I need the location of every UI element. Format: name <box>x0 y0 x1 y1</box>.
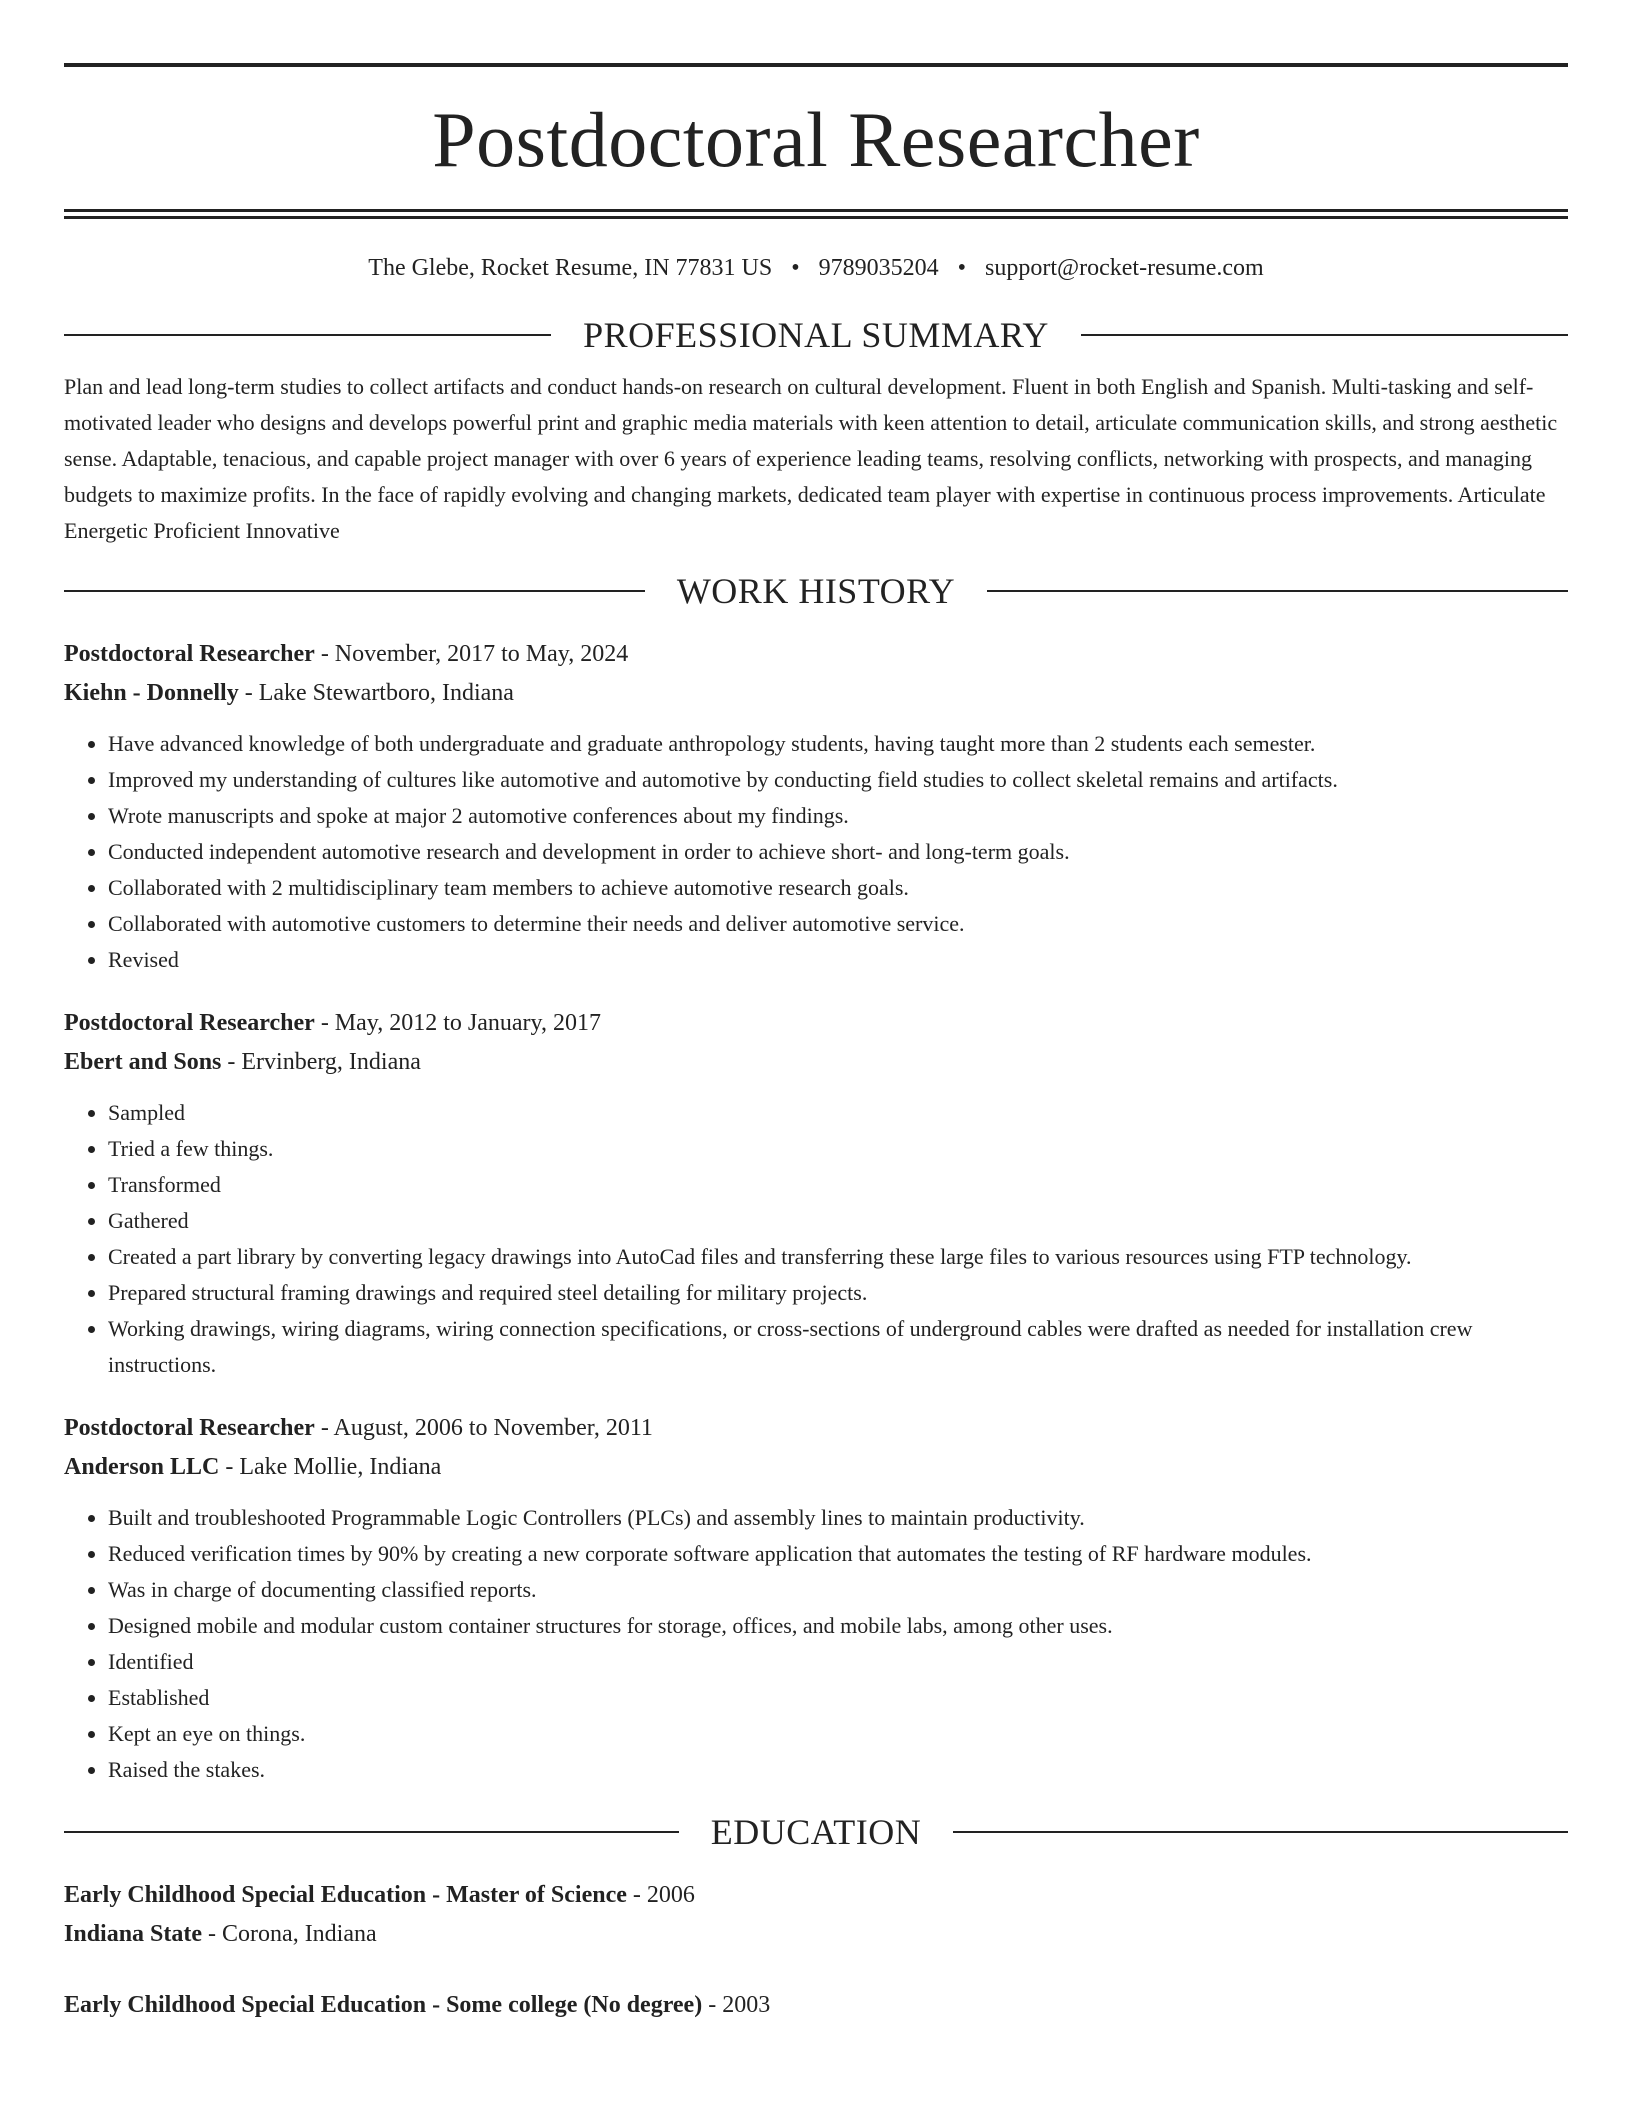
list-item: • Built and troubleshooted Programmable Logic Controllers (PLCs) and assembly lines to maintain productivity. <box>108 1500 1568 1536</box>
education-entry-1 <box>64 1876 1568 1954</box>
section-rule-right <box>987 590 1568 592</box>
section-rule-right <box>1081 334 1568 336</box>
job-entry-3 <box>64 1409 1568 1788</box>
work-section-header <box>64 569 1568 613</box>
section-rule-left <box>64 334 551 336</box>
list-item: • Raised the stakes. <box>108 1752 1568 1788</box>
list-item: • Sampled <box>108 1095 1568 1131</box>
section-rule-left <box>64 590 645 592</box>
list-item: • Designed mobile and modular custom container structures for storage, offices, and mobile labs, among other uses. <box>108 1608 1568 1644</box>
list-item: • Prepared structural framing drawings and required steel detailing for military projects. <box>108 1275 1568 1311</box>
education-degree: Early Childhood Special Education - Some college (No degree) <box>64 1992 703 2018</box>
name-double-rule <box>64 209 1568 219</box>
job-title: Postdoctoral Researcher <box>64 641 315 667</box>
list-item: • Revised <box>108 942 1568 978</box>
education-degree-line <box>64 1986 1568 2025</box>
education-school-line <box>64 1915 1568 1954</box>
summary-text: Plan and lead long-term studies to collect artifacts and conduct hands-on research on cultural development. Fluent in both English and Spanish. Multi-tasking and self-motivated leader who designs and develops powerful print and graphic media materials with keen attention to detail, articulate communication skills, and strong aesthetic sense. Adaptable, tenacious, and capable project manager with over 6 years of experience leading teams, resolving conflicts, networking with prospects, and managing budgets to maximize profits. In the face of rapidly evolving and changing markets, dedicated team player with expertise in continuous process improvements. Articulate Energetic Proficient Innovative <box>64 374 1558 543</box>
job-entry-1 <box>64 635 1568 978</box>
section-rule-left <box>64 1831 679 1833</box>
contact-separator: • <box>957 255 967 281</box>
job-bullet-list <box>64 726 1568 978</box>
job-dates: - August, 2006 to November, 2011 <box>314 1415 653 1441</box>
education-degree-line <box>64 1876 1568 1915</box>
list-item: • Working drawings, wiring diagrams, wiring connection specifications, or cross-sections of underground cables were drafted as needed for installation crew instructions. <box>108 1311 1568 1383</box>
summary-heading: PROFESSIONAL SUMMARY <box>583 315 1049 355</box>
job-title-line <box>64 635 1568 674</box>
education-section-header <box>64 1810 1568 1854</box>
job-bullet-list <box>64 1095 1568 1383</box>
education-entry-2 <box>64 1986 1568 2025</box>
job-title-line <box>64 1409 1568 1448</box>
contact-address: The Glebe, Rocket Resume, IN 77831 US <box>368 255 773 281</box>
education-degree: Early Childhood Special Education - Master of Science <box>64 1882 627 1908</box>
list-item: • Reduced verification times by 90% by creating a new corporate software application that automates the testing of RF hardware modules. <box>108 1536 1568 1572</box>
job-dates: - May, 2012 to January, 2017 <box>314 1010 601 1036</box>
list-item: • Established <box>108 1680 1568 1716</box>
list-item: • Tried a few things. <box>108 1131 1568 1167</box>
section-rule-right <box>953 1831 1568 1833</box>
job-entry-2 <box>64 1004 1568 1383</box>
list-item: • Conducted independent automotive research and development in order to achieve short- and long-term goals. <box>108 834 1568 870</box>
list-item: • Collaborated with 2 multidisciplinary team members to achieve automotive research goals. <box>108 870 1568 906</box>
job-bullet-list <box>64 1500 1568 1788</box>
list-item: • Gathered <box>108 1203 1568 1239</box>
list-item: • Collaborated with automotive customers to determine their needs and deliver automotive service. <box>108 906 1568 942</box>
contact-phone: 9789035204 <box>818 255 939 281</box>
list-item: • Wrote manuscripts and spoke at major 2 automotive conferences about my findings. <box>108 798 1568 834</box>
education-school: Indiana State <box>64 1921 203 1947</box>
job-location: - Ervinberg, Indiana <box>221 1049 421 1075</box>
job-company: Kiehn - Donnelly <box>64 680 239 706</box>
job-location: - Lake Stewartboro, Indiana <box>238 680 514 706</box>
job-company: Anderson LLC <box>64 1454 220 1480</box>
job-title: Postdoctoral Researcher <box>64 1010 315 1036</box>
job-title-line <box>64 1004 1568 1043</box>
job-company-line <box>64 1043 1568 1082</box>
list-item: • Was in charge of documenting classified reports. <box>108 1572 1568 1608</box>
work-heading: WORK HISTORY <box>676 571 956 611</box>
contact-line <box>64 253 1568 283</box>
list-item: • Kept an eye on things. <box>108 1716 1568 1752</box>
list-item: • Created a part library by converting legacy drawings into AutoCad files and transferring these large files to various resources using FTP technology. <box>108 1239 1568 1275</box>
resume-name: Postdoctoral Researcher <box>432 96 1200 183</box>
education-heading: EDUCATION <box>710 1812 922 1852</box>
job-location: - Lake Mollie, Indiana <box>219 1454 442 1480</box>
education-location: - Corona, Indiana <box>202 1921 377 1947</box>
job-company-line <box>64 674 1568 713</box>
list-item: • Transformed <box>108 1167 1568 1203</box>
summary-section-header <box>64 313 1568 357</box>
top-rule <box>64 63 1568 67</box>
list-item: • Have advanced knowledge of both undergraduate and graduate anthropology students, having taught more than 2 students each semester. <box>108 726 1568 762</box>
education-year: - 2006 <box>626 1882 695 1908</box>
contact-email: support@rocket-resume.com <box>985 255 1264 281</box>
contact-separator: • <box>791 255 800 281</box>
job-title: Postdoctoral Researcher <box>64 1415 315 1441</box>
job-company: Ebert and Sons <box>64 1049 222 1075</box>
education-year: - 2003 <box>702 1992 771 2018</box>
list-item: • Improved my understanding of cultures like automotive and automotive by conducting field studies to collect skeletal remains and artifacts. <box>108 762 1568 798</box>
job-dates: - November, 2017 to May, 2024 <box>314 641 629 667</box>
list-item: • Identified <box>108 1644 1568 1680</box>
job-company-line <box>64 1448 1568 1487</box>
